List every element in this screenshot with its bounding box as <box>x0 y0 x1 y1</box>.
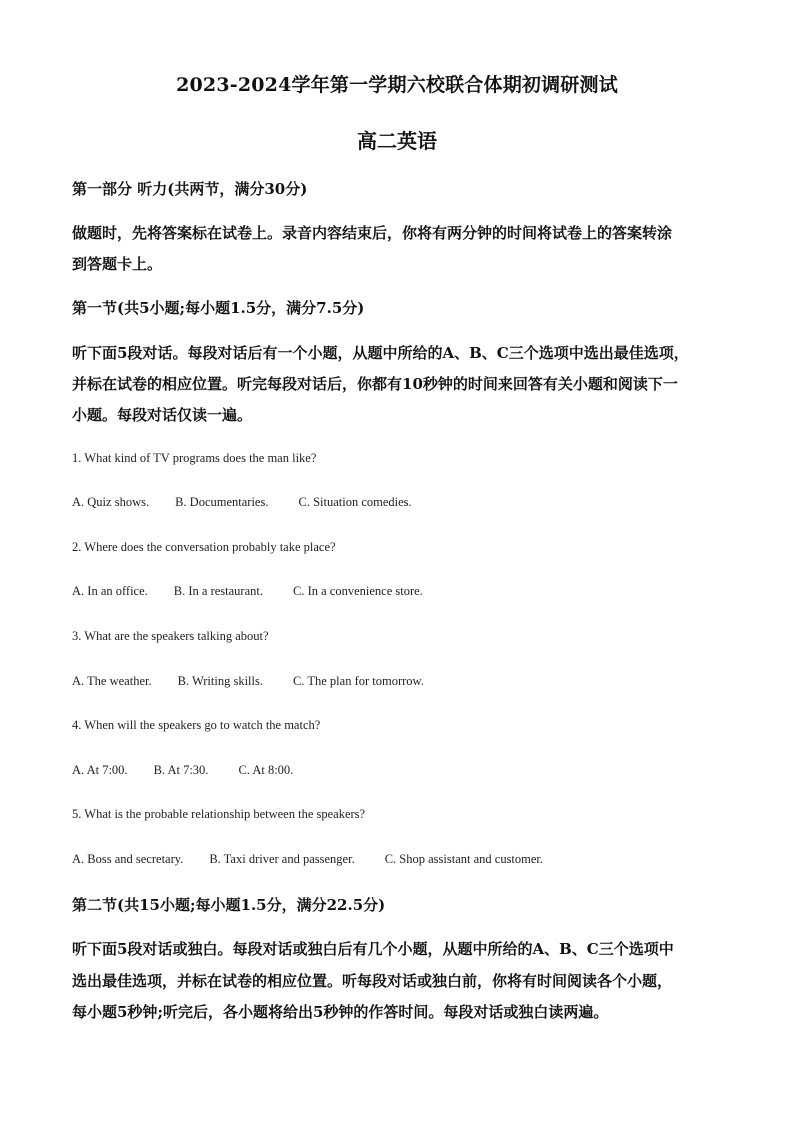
section1-instruction-line: 听下面5段对话。每段对话后有一个小题，从题中所给的A、B、C三个选项中选出最佳选项， <box>72 344 689 362</box>
question-5: 5. What is the probable relationship between the speakers? <box>72 807 366 821</box>
question-2: 2. Where does the conversation probably take place? <box>72 540 336 554</box>
question-5-options <box>72 852 722 867</box>
part1-instruction-line: 到答题卡上。 <box>72 255 163 273</box>
option-b: B. Taxi driver and passenger. <box>209 852 355 866</box>
section2-instruction-line: 每小题5秒钟;听完后，各小题将给出5秒钟的作答时间。每段对话或独白读两遍。 <box>72 1003 609 1021</box>
section2-heading: 第二节(共15小题;每小题1.5分，满分22.5分) <box>72 896 386 914</box>
section2-instruction-line: 选出最佳选项，并标在试卷的相应位置。听每段对话或独白前，你将有时间阅读各个小题， <box>72 972 673 990</box>
question-3: 3. What are the speakers talking about? <box>72 629 269 643</box>
section1-heading: 第一节(共5小题;每小题1.5分，满分7.5分) <box>72 299 365 317</box>
option-c: C. Situation comedies. <box>298 495 412 509</box>
option-b: B. In a restaurant. <box>173 584 263 598</box>
section1-instruction-line: 并标在试卷的相应位置。听完每段对话后，你都有10秒钟的时间来回答有关小题和阅读下一 <box>72 375 678 393</box>
option-a: A. The weather. <box>72 674 152 688</box>
section2-instruction-line: 听下面5段对话或独白。每段对话或独白后有几个小题，从题中所给的A、B、C三个选项中 <box>72 940 674 958</box>
option-b: B. Writing skills. <box>177 674 263 688</box>
part1-heading: 第一部分 听力(共两节，满分30分) <box>72 180 308 198</box>
subject-title: 高二英语 <box>357 129 437 153</box>
part1-instruction-line: 做题时，先将答案标在试卷上。录音内容结束后，你将有两分钟的时间将试卷上的答案转涂 <box>72 224 673 242</box>
question-1-options <box>72 495 722 510</box>
option-c: C. At 8:00. <box>238 763 294 777</box>
exam-title: 2023-2024学年第一学期六校联合体期初调研测试 <box>176 74 618 96</box>
section1-instruction-line: 小题。每段对话仅读一遍。 <box>72 406 253 424</box>
option-c: C. Shop assistant and customer. <box>384 852 544 866</box>
option-a: A. Quiz shows. <box>72 495 150 509</box>
option-b: B. Documentaries. <box>175 495 269 509</box>
question-3-options <box>72 674 722 689</box>
question-1: 1. What kind of TV programs does the man like? <box>72 451 317 465</box>
option-a: A. Boss and secretary. <box>72 852 184 866</box>
option-b: B. At 7:30. <box>153 763 209 777</box>
question-4-options <box>72 763 722 778</box>
option-a: A. In an office. <box>72 584 148 598</box>
question-2-options <box>72 584 722 599</box>
option-a: A. At 7:00. <box>72 763 128 777</box>
question-4: 4. When will the speakers go to watch the match? <box>72 718 321 732</box>
option-c: C. In a convenience store. <box>292 584 423 598</box>
option-c: C. The plan for tomorrow. <box>293 674 424 688</box>
